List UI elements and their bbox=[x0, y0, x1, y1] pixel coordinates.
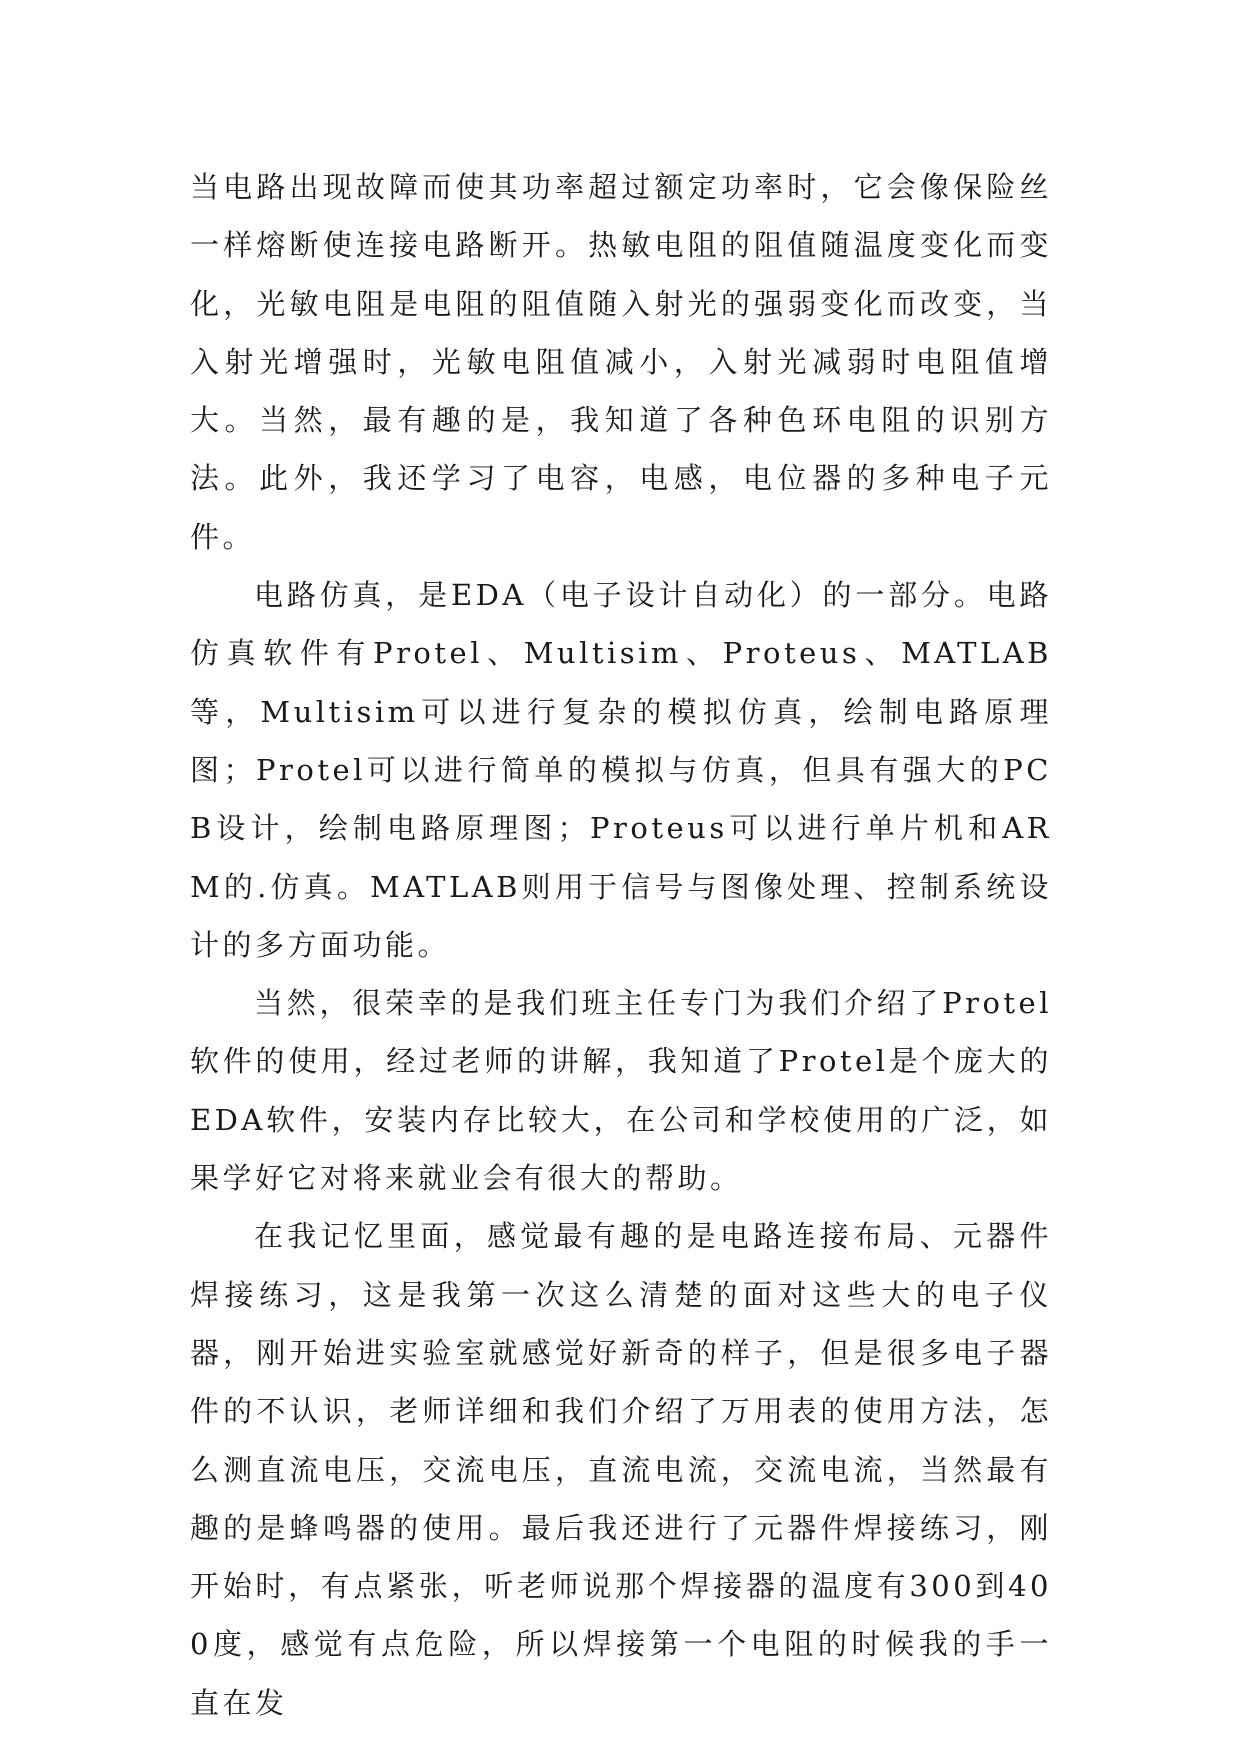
paragraph-protel-intro: 当然，很荣幸的是我们班主任专门为我们介绍了Protel软件的使用，经过老师的讲解，我知道了Protel是个庞大的EDA软件，安装内存比较大，在公司和学校使用的广泛，如果学好它对将来就业会有很大的帮助。 bbox=[190, 986, 1052, 1196]
paragraph-resistors: 当电路出现故障而使其功率超过额定功率时，它会像保险丝一样熔断使连接电路断开。热敏电阻的阻值随温度变化而变化，光敏电阻是电阻的阻值随入射光的强弱变化而改变，当入射光增强时，光敏电阻值减小，入射光减弱时电阻值增大。当然，最有趣的是，我知道了各种色环电阻的识别方法。此外，我还学习了电容，电感，电位器的多种电子元件。 bbox=[190, 170, 1052, 554]
paragraph-circuit-simulation: 电路仿真，是EDA（电子设计自动化）的一部分。电路仿真软件有Protel、Multisim、Proteus、MATLAB等，Multisim可以进行复杂的模拟仿真，绘制电路原理图；Protel可以进行简单的模拟与仿真，但具有强大的PCB设计，绘制电路原理图；Proteus可以进行单片机和ARM的.仿真。MATLAB则用于信号与图像处理、控制系统设计的多方面功能。 bbox=[190, 578, 1052, 962]
paragraph-soldering-practice: 在我记忆里面，感觉最有趣的是电路连接布局、元器件焊接练习，这是我第一次这么清楚的面对这些大的电子仪器，刚开始进实验室就感觉好新奇的样子，但是很多电子器件的不认识，老师详细和我们介绍了万用表的使用方法，怎么测直流电压，交流电压，直流电流，交流电流，当然最有趣的是蜂鸣器的使用。最后我还进行了元器件焊接练习，刚开始时，有点紧张，听老师说那个焊接器的温度有300到400度，感觉有点危险，所以焊接第一个电阻的时候我的手一直在发 bbox=[190, 1219, 1052, 1720]
document-body bbox=[190, 158, 1052, 1732]
